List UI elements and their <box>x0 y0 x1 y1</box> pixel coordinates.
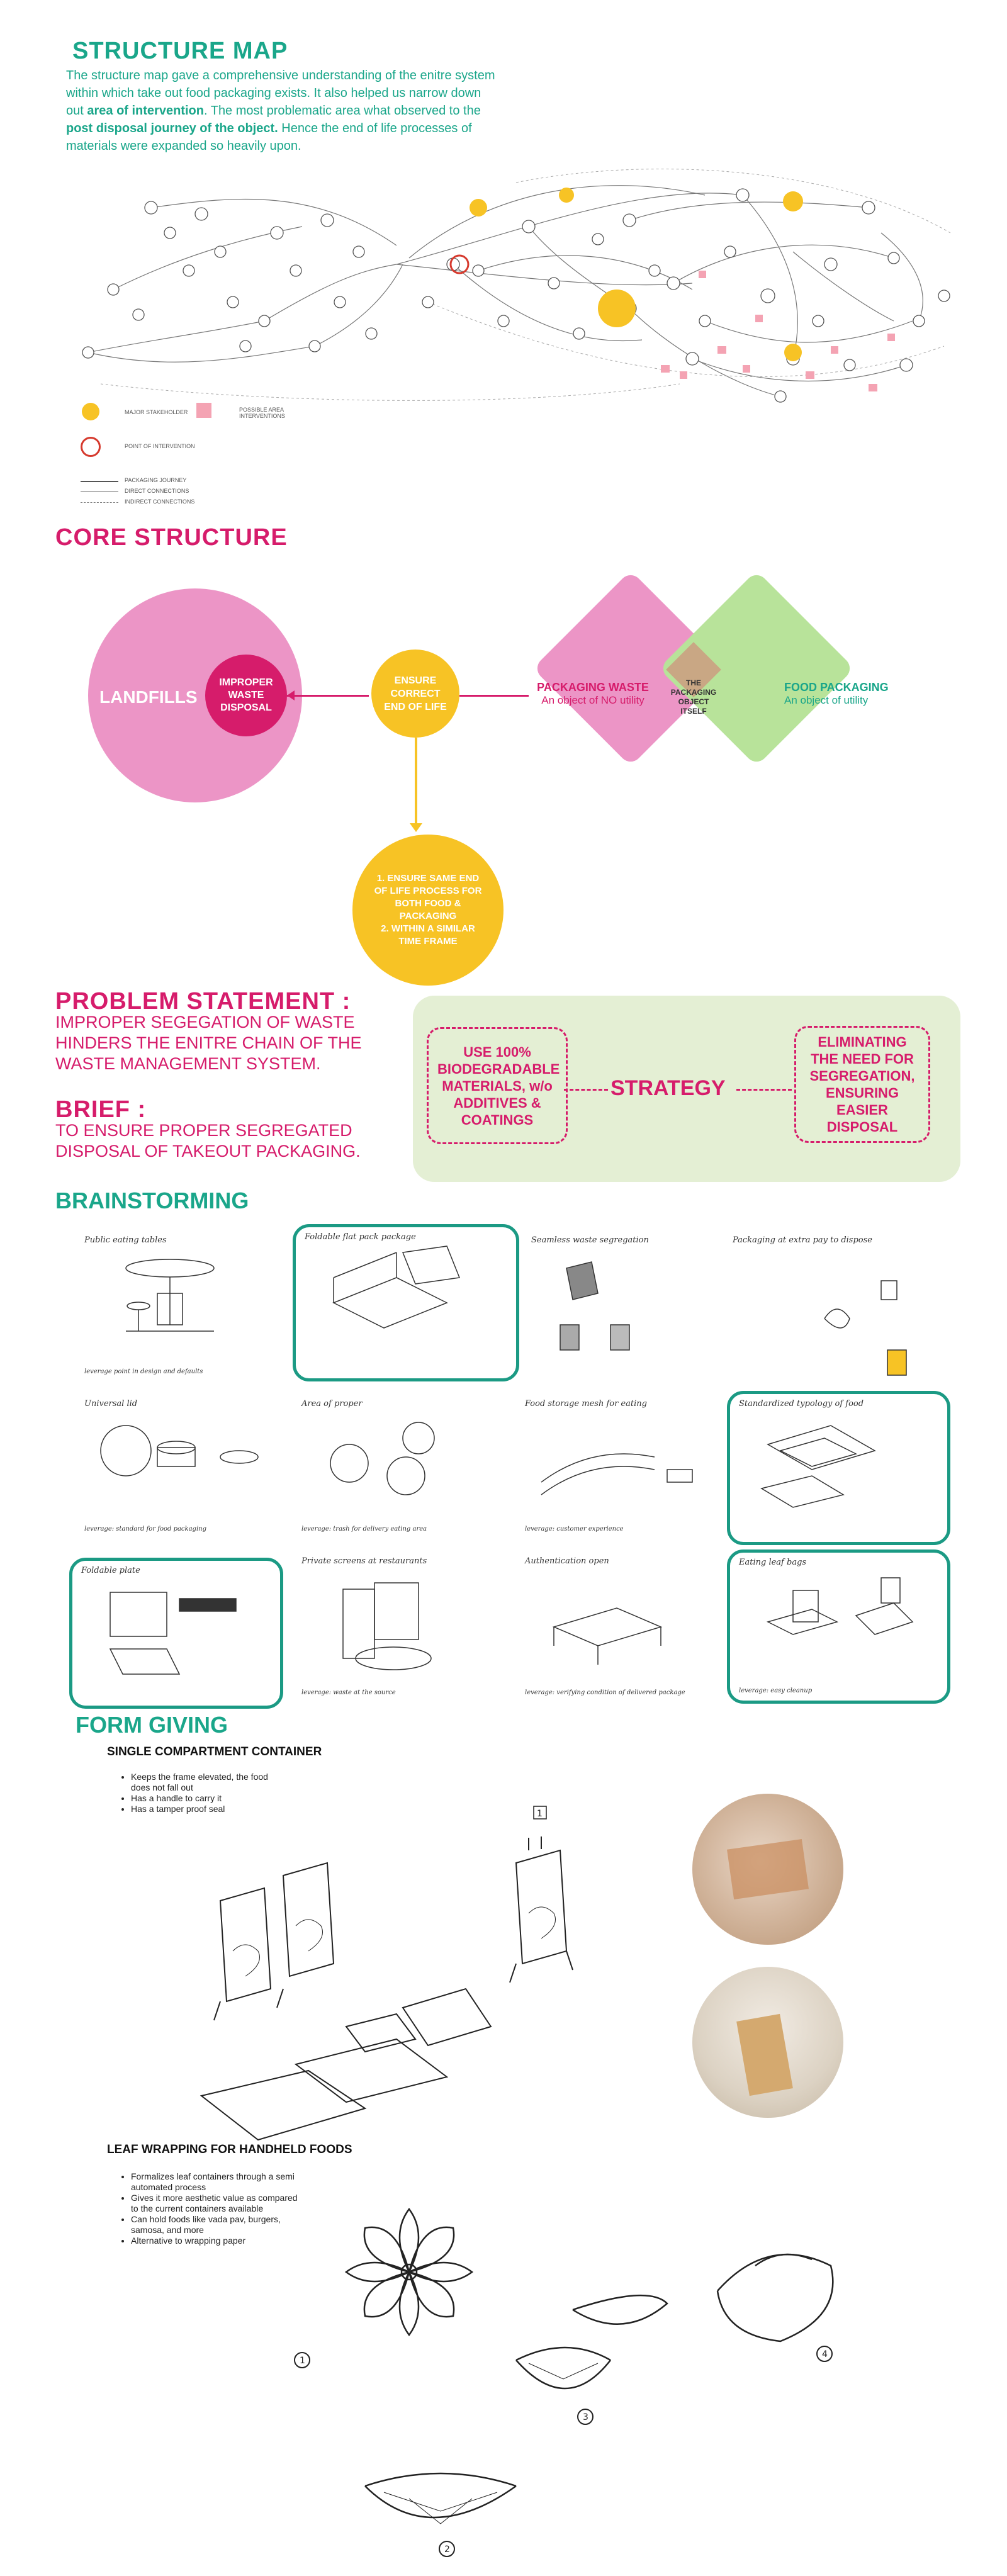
ensure-correct-label: ENSURE CORRECT END OF LIFE <box>384 675 447 712</box>
arrow-head-left <box>287 690 295 700</box>
prototype-photo-1 <box>692 1794 843 1945</box>
sketch-standardized-typology: Standardized typology of food <box>727 1391 950 1545</box>
strategy-left-text: USE 100% BIODEGRADABLE MATERIALS, w/o ADDITIVES & COATINGS <box>437 1043 560 1128</box>
improper-disposal-label: IMPROPER WASTE DISPOSAL <box>219 677 273 713</box>
prototype-photo-2 <box>692 1967 843 2118</box>
screen-sketch-icon <box>293 1551 507 1702</box>
legend-indirect-line <box>81 502 118 503</box>
arrow-down-head <box>410 823 422 832</box>
sketch-public-eating-tables: Public eating tables leverage point in design and defaults <box>76 1230 283 1381</box>
leaf-step-4: 4 <box>822 2349 828 2359</box>
line-object-to-ensure <box>459 695 529 697</box>
segregation-sketch-icon <box>522 1230 717 1381</box>
legend-stakeholder-label: MAJOR STAKEHOLDER <box>125 409 188 415</box>
sketch-foldable-plate: Foldable plate <box>69 1558 283 1709</box>
problem-text: IMPROPER SEGEGATION OF WASTE HINDERS THE ENITRE CHAIN OF THE WASTE MANAGEMENT SYSTEM. <box>55 1013 362 1073</box>
legend-intervention-marker <box>196 403 211 418</box>
strategy-dash-left <box>564 1089 608 1091</box>
solution-point-1: 1. ENSURE SAME END OF LIFE PROCESS FOR BOTH FOOD & PACKAGING <box>374 873 482 921</box>
structure-map-diagram <box>76 157 969 428</box>
leaf-wrapping-bullets: • Formalizes leaf containers through a semi automated process • Gives it more aesthetic value as compared to the current containers available • Can hold foods like vada pav, burgers, samosa, and more • Alternative to wrapping paper <box>120 2171 301 2246</box>
leaf-wrapping-illustration <box>300 2196 881 2568</box>
form-giving-title: FORM GIVING <box>76 1712 228 1738</box>
flat-pack-sketch-icon <box>296 1227 510 1372</box>
solution-text <box>371 872 485 948</box>
single-compartment-title: SINGLE COMPARTMENT CONTAINER <box>107 1745 322 1758</box>
legend-packaging-label: PACKAGING JOURNEY <box>125 477 187 483</box>
leaf-step-1: 1 <box>300 2356 305 2366</box>
legend-point-label: POINT OF INTERVENTION <box>125 443 195 449</box>
strategy-left-box <box>427 1027 568 1144</box>
structure-map-intro: The structure map gave a comprehensive understanding of the enitre system within which take out food packaging exists. It also helped us narrow down out area of intervention. The most problematic area what observed to the post disposal journey of the object. Hence the end of life processes of materials were expanded so heavily upon. <box>66 69 495 153</box>
improper-disposal-circle <box>205 655 287 736</box>
strategy-label: STRATEGY <box>610 1076 726 1100</box>
solution-point-2: 2. WITHIN A SIMILAR TIME FRAME <box>381 923 475 947</box>
sketch-authentication-open: Authentication open leverage: verifying condition of delivered package <box>516 1551 724 1702</box>
strategy-dash-right <box>736 1089 792 1091</box>
area-sketch-icon <box>293 1394 507 1539</box>
sketch-food-storage-mesh: Food storage mesh for eating leverage: customer experience <box>516 1394 724 1539</box>
sketch-seamless-segregation: Seamless waste segregation <box>522 1230 717 1381</box>
leaf-bag-sketch-icon <box>730 1553 941 1694</box>
legend-indirect-label: INDIRECT CONNECTIONS <box>125 498 195 505</box>
step-one-label: 1 <box>537 1809 543 1819</box>
legend-stakeholder-marker <box>82 403 99 420</box>
brainstorming-title: BRAINSTORMING <box>55 1188 249 1213</box>
sketch-eating-leaf-bags: Eating leaf bags leverage: easy cleanup <box>727 1550 950 1704</box>
core-structure-title: CORE STRUCTURE <box>55 524 288 551</box>
sketch-private-screens: Private screens at restaurants leverage: waste at the source <box>293 1551 507 1702</box>
legend-intervention-label: POSSIBLE AREA INTERVENTIONS <box>239 407 285 419</box>
leaf-step-3: 3 <box>583 2412 588 2422</box>
legend-point-marker <box>81 437 101 457</box>
sketch-universal-lid: Universal lid leverage: standard for food packaging <box>76 1394 283 1539</box>
legend-packaging-line <box>81 481 118 482</box>
leaf-step-2: 2 <box>444 2545 450 2555</box>
leaf-wrapping-title: LEAF WRAPPING FOR HANDHELD FOODS <box>107 2143 352 2156</box>
legend-direct-label: DIRECT CONNECTIONS <box>125 488 189 494</box>
dispose-sketch-icon <box>724 1230 950 1381</box>
brief-title: BRIEF : <box>55 1096 147 1123</box>
plate-sketch-icon <box>72 1561 274 1699</box>
sketch-pay-to-dispose: Packaging at extra pay to dispose <box>724 1230 950 1381</box>
solution-circle <box>352 835 504 986</box>
strategy-right-text: ELIMINATING THE NEED FOR SEGREGATION, ENSURING EASIER DISPOSAL <box>809 1034 915 1135</box>
ensure-correct-circle <box>371 650 459 738</box>
lid-sketch-icon <box>76 1394 283 1539</box>
structure-map-title: STRUCTURE MAP <box>72 38 288 64</box>
typology-sketch-icon <box>730 1394 941 1536</box>
mesh-sketch-icon <box>516 1394 724 1539</box>
arrow-to-disposal <box>287 695 369 697</box>
food-packaging-text: FOOD PACKAGING An object of utility <box>784 681 889 706</box>
single-compartment-illustration <box>189 1800 667 2127</box>
sketch-foldable-flat-pack: Foldable flat pack package <box>293 1224 519 1381</box>
auth-sketch-icon <box>516 1551 724 1702</box>
sketch-area-of-proper: Area of proper leverage: trash for delivery eating area <box>293 1394 507 1539</box>
problem-title: PROBLEM STATEMENT : <box>55 988 351 1015</box>
strategy-right-box <box>794 1026 930 1143</box>
brief-text: TO ENSURE PROPER SEGREGATED DISPOSAL OF TAKEOUT PACKAGING. <box>55 1121 361 1161</box>
table-sketch-icon <box>76 1230 283 1381</box>
arrow-down-line <box>415 738 417 826</box>
single-compartment-bullets: • Keeps the frame elevated, the food does not fall out • Has a handle to carry it • Has a tamper proof seal <box>120 1772 288 1814</box>
packaging-waste-text: PACKAGING WASTE An object of NO utility <box>537 681 649 706</box>
the-object-label: THE PACKAGING OBJECT ITSELF <box>670 678 717 716</box>
landfills-label: LANDFILLS <box>99 687 198 707</box>
